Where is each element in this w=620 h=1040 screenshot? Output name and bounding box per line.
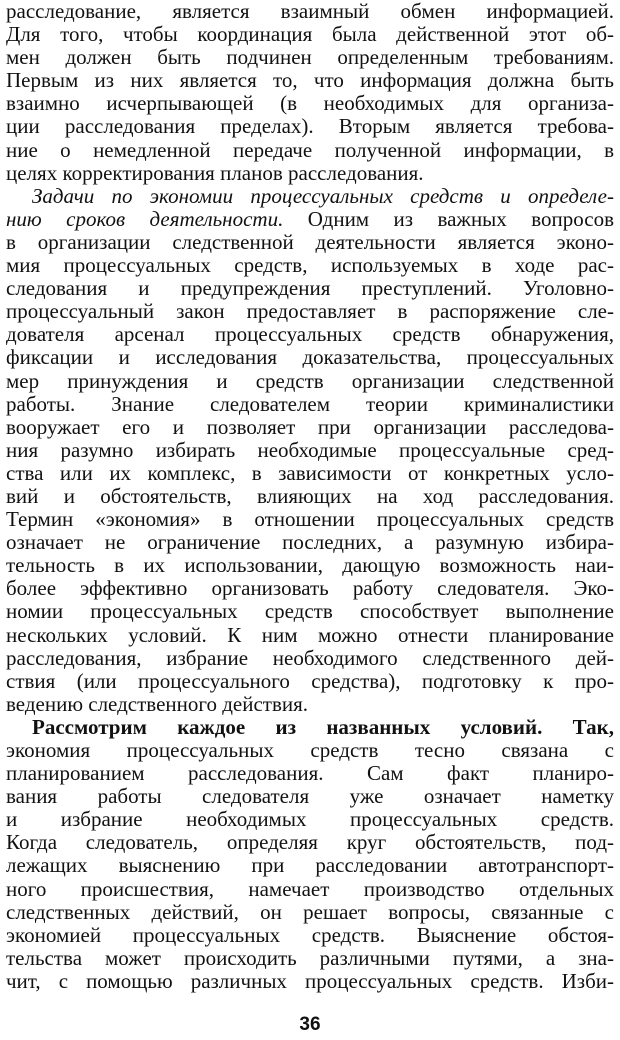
text-line: вий и обстоятельств, влияющих на ход расследования. <box>6 484 614 508</box>
text-line: экономией процессуальных средств. Выяснение обстоя- <box>6 923 614 947</box>
text-line: мер принуждения и средств организации следственной <box>6 369 614 393</box>
text-line: чит, с помощью различных процессуальных средств. Изби- <box>6 969 614 993</box>
text-line: номии процессуальных средств способствует выполнение <box>6 600 614 624</box>
text-line: Рассмотрим каждое из названных условий. Так, <box>32 715 614 739</box>
text-line: ведению следственного действия. <box>6 692 309 716</box>
text-line: более эффективно организовать работу следователя. Эко- <box>6 577 614 601</box>
text-line: в организации следственной деятельности является эконо- <box>6 230 614 254</box>
text-line: экономия процессуальных средств тесно связана с <box>6 739 614 762</box>
text-line: ния разумно избирать необходимые процессуальные сред- <box>6 438 614 462</box>
text-line: ние о немедленной передаче полученной информации, в <box>6 138 614 162</box>
text-line: планированием расследования. Сам факт планиро- <box>6 762 614 786</box>
text-line: Термин «экономия» в отношении процессуальных средств <box>6 508 614 532</box>
text-line: работы. Знание следователем теории криминалистики <box>6 392 614 416</box>
text-line: дователя арсенал процессуальных средств обнаружения, <box>6 323 614 347</box>
text-line: расследования, избрание необходимого следственного дей- <box>6 646 614 670</box>
page-number: 36 <box>299 1014 321 1035</box>
text-line: лежащих выяснению при расследовании автотранспорт- <box>6 854 614 878</box>
text-line: Когда следователь, определяя круг обстоятельств, под- <box>6 831 614 855</box>
text-line <box>6 208 614 231</box>
text-line: вооружает его и позволяет при организации расследова- <box>6 415 614 439</box>
text-line: мия процессуальных средств, используемых в ходе рас- <box>6 254 614 278</box>
text-line: ства или их комплекс, в зависимости от конкретных усло- <box>6 461 614 485</box>
text-line: ствия (или процессуального средства), подготовку к про- <box>6 669 614 693</box>
text-line: нескольких условий. К ним можно отнести планирование <box>6 623 614 647</box>
text-line: расследование, является взаимный обмен информацией. <box>6 0 614 23</box>
text-line: следования и предупреждения преступлений. Уголовно- <box>6 277 614 301</box>
text-line: целях корректирования планов расследования. <box>6 161 424 185</box>
text-line: означает не ограничение последних, а разумную избира- <box>6 531 614 555</box>
text-line: и избрание необходимых процессуальных средств. <box>6 808 614 832</box>
body-text <box>6 0 614 993</box>
text-line <box>6 185 614 208</box>
text-line: Для того, чтобы координация была действенной этот об- <box>6 23 614 47</box>
text-line: фиксации и исследования доказательства, процессуальных <box>6 346 614 370</box>
text-line: ного происшествия, намечает производство отдельных <box>6 877 614 901</box>
text-line: Первым из них является то, что информация должна быть <box>6 69 614 93</box>
text-line: вания работы следователя уже означает наметку <box>6 785 614 809</box>
heading-tail-text: Одним из важных вопросов <box>283 207 614 231</box>
section-heading: Задачи по экономии процессуальных средств и определе- <box>32 184 614 208</box>
text-line: следственных действий, он решает вопросы, связанные с <box>6 900 614 924</box>
text-line: мен должен быть подчинен определенным требованиям. <box>6 46 614 70</box>
text-line: тельность в их использовании, дающую возможность наи- <box>6 554 614 578</box>
section-heading-cont: нию сроков деятельности. <box>6 207 284 231</box>
text-line: ции расследования пределах). Вторым является требова- <box>6 115 614 139</box>
text-line: тельства может происходить различными путями, а зна- <box>6 946 614 970</box>
text-line: процессуальный закон предоставляет в распоряжение сле- <box>6 300 614 324</box>
text-line: взаимно исчерпывающей (в необходимых для организа- <box>6 92 614 116</box>
